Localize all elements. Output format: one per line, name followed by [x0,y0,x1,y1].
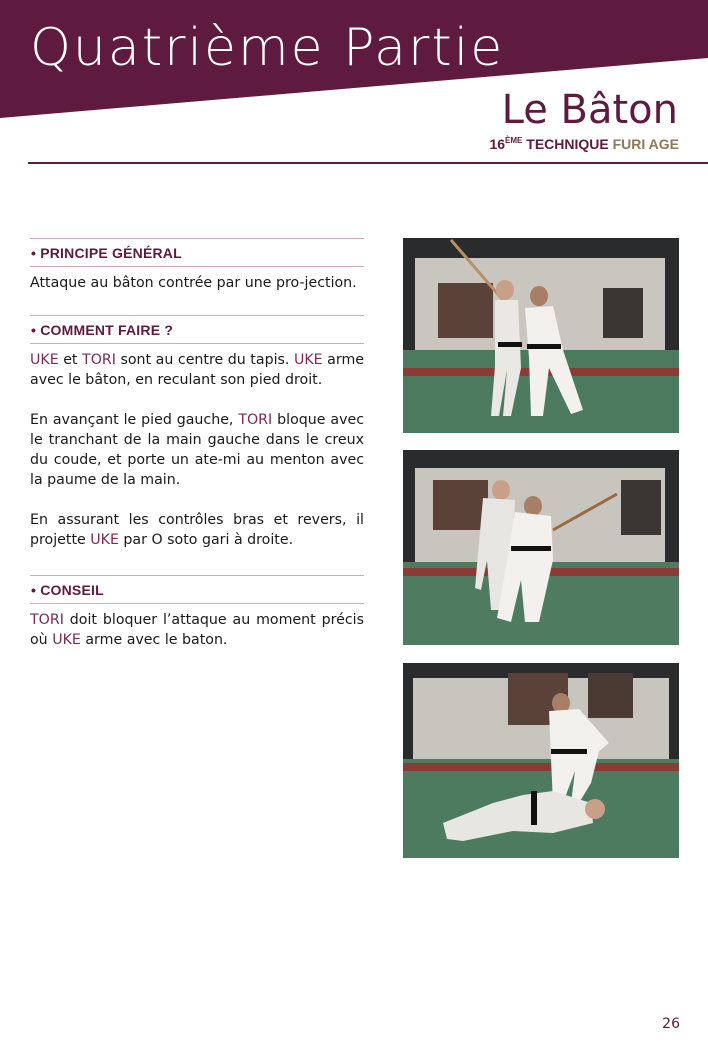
role-tori: TORI [238,412,273,428]
photo-step-2 [403,450,679,645]
technique-name: FURI AGE [612,136,679,152]
role-uke: UKE [90,532,119,548]
role-uke: UKE [30,352,59,368]
conseil-paragraph: TORI doit bloquer l’attaque au moment précis où UKE arme avec le baton. [30,612,364,648]
comment-paragraph-2: En avançant le pied gauche, TORI bloque avec le tranchant de la main gauche dans le creux du coude, et porte un ate-mi au menton avec la paume de la main. [30,412,364,488]
technique-number: 16 [489,136,506,152]
comment-paragraph-1: UKE et TORI sont au centre du tapis. UKE arme avec le bâton, en reculant son pied droit. [30,352,364,388]
photo-step-3 [403,663,679,858]
role-tori: TORI [30,612,64,628]
role-tori: TORI [82,352,116,368]
part-title: Quatrième Partie [30,18,505,78]
chapter-title: Le Bâton [501,87,678,133]
photo-step-1 [403,238,679,433]
principe-text: Attaque au bâton contrée par une pro-jection. [30,275,357,291]
page-number: 26 [662,1016,680,1032]
comment-paragraph-3: En assurant les contrôles bras et revers, il projette UKE par O soto gari à droite. [30,512,364,548]
role-uke: UKE [293,352,323,368]
technique-suffix: ÈME [505,136,523,145]
technique-word: TECHNIQUE [526,136,609,152]
section-heading-conseil: • CONSEIL [30,575,364,604]
technique-subtitle [489,136,679,152]
section-heading-comment: • COMMENT FAIRE ? [30,315,364,344]
header-divider [28,162,708,164]
role-uke: UKE [52,632,81,648]
text-column [30,238,364,650]
section-heading-principe: • PRINCIPE GÉNÉRAL [30,238,364,267]
